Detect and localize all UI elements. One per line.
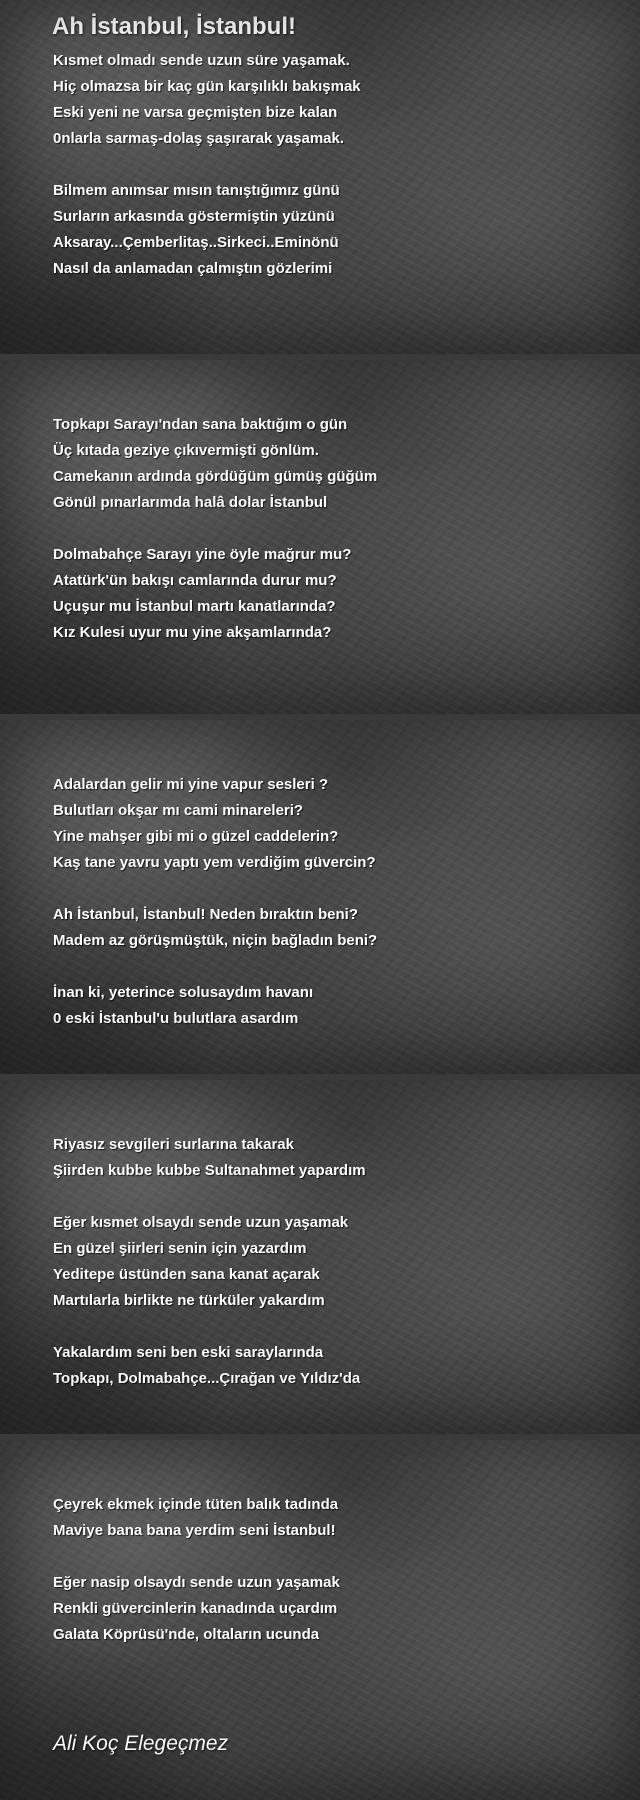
poem-line: Çeyrek ekmek içinde tüten balık tadında	[53, 1496, 339, 1513]
poem-line: Atatürk'ün bakışı camlarında durur mu?	[53, 572, 337, 589]
poem-title: Ah İstanbul, İstanbul!	[52, 13, 296, 40]
stanza	[53, 412, 377, 516]
poem-line: Maviye bana bana yerdim seni İstanbul!	[53, 1522, 336, 1539]
poem-panel-1	[0, 0, 640, 354]
stanza	[53, 48, 361, 152]
stanza	[53, 902, 377, 954]
poem-line: Martılarla birlikte ne türküler yakardım	[53, 1292, 325, 1309]
poem-panel-5	[0, 1440, 640, 1800]
stanza	[53, 542, 377, 646]
poem-line: Eğer kısmet olsaydı sende uzun yaşamak	[53, 1214, 349, 1231]
poem-block-4	[53, 1132, 366, 1418]
poem-block-5	[53, 1492, 340, 1674]
poem-line: İnan ki, yeterince solusaydım havanı	[53, 984, 314, 1001]
poem-line: Kaş tane yavru yaptı yem verdiğim güvercin?	[53, 854, 376, 871]
poem-line: Yeditepe üstünden sana kanat açarak	[53, 1266, 320, 1283]
poem-line: Uçuşur mu İstanbul martı kanatlarında?	[53, 598, 336, 615]
poem-line: Renkli güvercinlerin kanadında uçardım	[53, 1600, 338, 1617]
poem-line: Gönül pınarlarımda halâ dolar İstanbul	[53, 494, 328, 511]
poem-line: Eğer nasip olsaydı sende uzun yaşamak	[53, 1574, 340, 1591]
stanza	[53, 1570, 340, 1648]
stanza	[53, 1210, 366, 1314]
stanza	[53, 178, 361, 282]
poem-line: Kısmet olmadı sende uzun süre yaşamak.	[53, 52, 350, 69]
poem-panel-2	[0, 360, 640, 714]
poem-panel-3	[0, 720, 640, 1074]
poem-line: Ah İstanbul, İstanbul! Neden bıraktın beni?	[53, 906, 359, 923]
stanza	[53, 1492, 340, 1544]
poem-line: Camekanın ardında gördüğüm gümüş güğüm	[53, 468, 378, 485]
stanza	[53, 980, 377, 1032]
poem-line: Bulutları okşar mı cami minareleri?	[53, 802, 304, 819]
stanza	[53, 772, 377, 876]
poem-line: Topkapı, Dolmabahçe...Çırağan ve Yıldız'da	[53, 1370, 361, 1387]
poem-line: Kız Kulesi uyur mu yine akşamlarında?	[53, 624, 332, 641]
poem-line: Bilmem anımsar mısın tanıştığımız günü	[53, 182, 340, 199]
poem-line: Topkapı Sarayı'ndan sana baktığım o gün	[53, 416, 348, 433]
poem-line: Nasıl da anlamadan çalmıştın gözlerimi	[53, 260, 333, 277]
poem-line: Dolmabahçe Sarayı yine öyle mağrur mu?	[53, 546, 352, 563]
stanza	[53, 1132, 366, 1184]
poem-line: Riyasız sevgileri surlarına takarak	[53, 1136, 294, 1153]
poem-line: Şiirden kubbe kubbe Sultanahmet yapardım	[53, 1162, 366, 1179]
poem-line: Hiç olmazsa bir kaç gün karşılıklı bakışmak	[53, 78, 361, 95]
poem-line: Üç kıtada geziye çıkıvermişti gönlüm.	[53, 442, 319, 459]
poem-line: Yine mahşer gibi mi o güzel caddelerin?	[53, 828, 339, 845]
poem-line: 0 eski İstanbul'u bulutlara asardım	[53, 1010, 299, 1027]
poem-line: Galata Köprüsü'nde, oltaların ucunda	[53, 1626, 320, 1643]
poem-line: Eski yeni ne varsa geçmişten bize kalan	[53, 104, 338, 121]
poem-block-2	[53, 412, 377, 672]
poem-line: En güzel şiirleri senin için yazardım	[53, 1240, 307, 1257]
poem-block-1	[53, 48, 361, 308]
poem-block-3	[53, 772, 377, 1058]
poem-author: Ali Koç Elegeçmez	[53, 1732, 229, 1755]
poem-line: Aksaray...Çemberlitaş..Sirkeci..Eminönü	[53, 234, 339, 251]
poem-line: Adalardan gelir mi yine vapur sesleri ?	[53, 776, 329, 793]
poem-line: 0nlarla sarmaş-dolaş şaşırarak yaşamak.	[53, 130, 345, 147]
poem-line: Surların arkasında göstermiştin yüzünü	[53, 208, 335, 225]
stanza	[53, 1340, 366, 1392]
poem-line: Yakalardım seni ben eski saraylarında	[53, 1344, 324, 1361]
poem-line: Madem az görüşmüştük, niçin bağladın beni?	[53, 932, 378, 949]
poem-panel-4	[0, 1080, 640, 1434]
